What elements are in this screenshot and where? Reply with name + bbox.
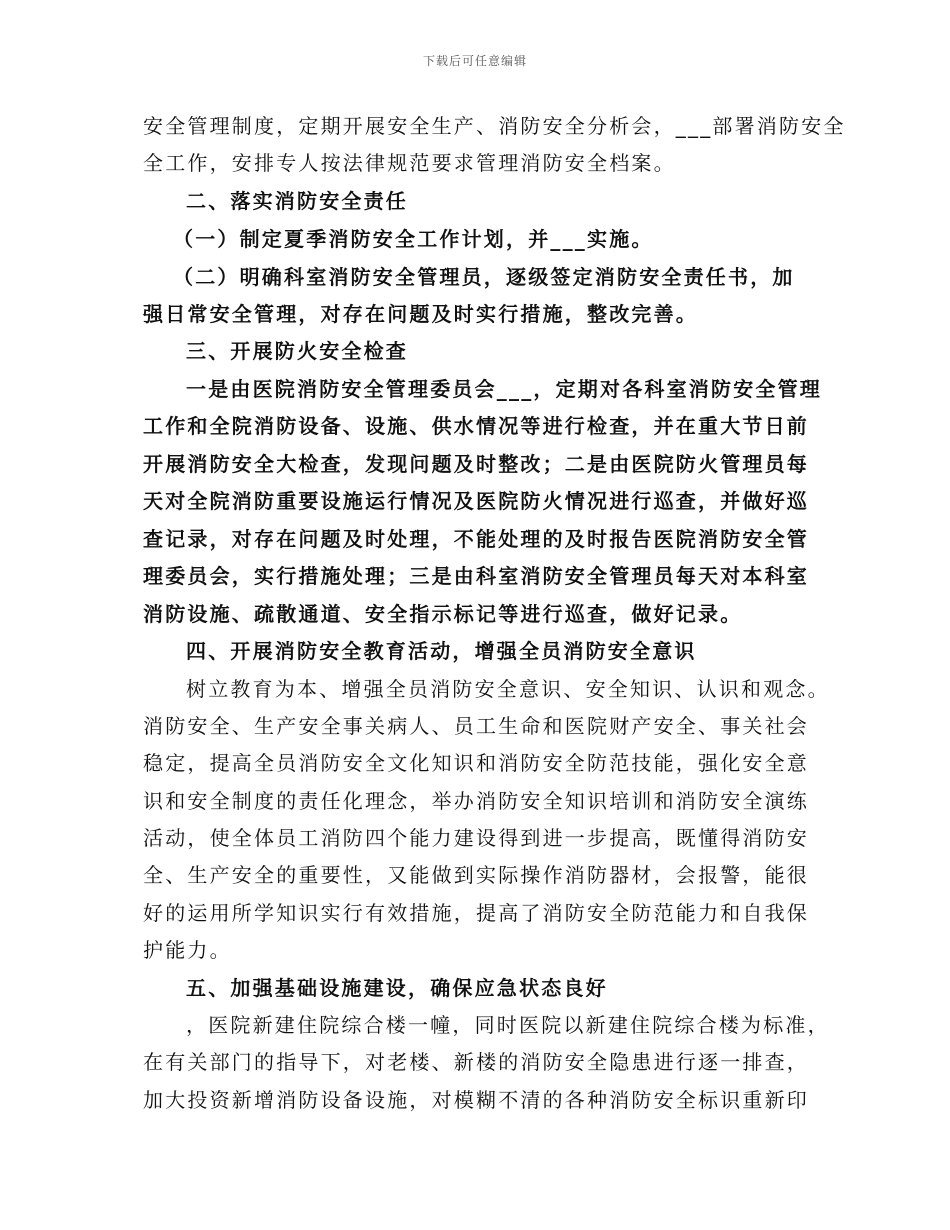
page-header: 下载后可任意编辑 xyxy=(422,54,527,68)
paragraph-line: 工作和全院消防设备、设施、供水情况等进行检查，并在重大节日前 xyxy=(143,414,809,438)
paragraph-line: 天对全院消防重要设施运行情况及医院防火情况进行巡查，并做好巡 xyxy=(143,489,809,513)
paragraph-line: 树立教育为本、增强全员消防安全意识、安全知识、认识和观念。 xyxy=(186,677,830,701)
paragraph-line: 一是由医院消防安全管理委员会___，定期对各科室消防安全管理 xyxy=(186,377,822,401)
paragraph-line: 理委员会，实行措施处理；三是由科室消防安全管理员每天对本科室 xyxy=(143,564,809,588)
paragraph-line: 好的运用所学知识实行有效措施，提高了消防安全防范能力和自我保 xyxy=(143,901,809,925)
section-heading: 二、落实消防安全责任 xyxy=(186,189,408,213)
paragraph-line: 稳定，提高全员消防安全文化知识和消防安全防范技能，强化安全意 xyxy=(143,751,809,775)
subsection-line: （一）制定夏季消防安全工作计划，并___实施。 xyxy=(173,227,654,251)
paragraph-line: 护能力。 xyxy=(143,938,232,962)
section-heading: 三、开展防火安全检查 xyxy=(186,339,408,363)
section-heading: 四、开展消防安全教育活动，增强全员消防安全意识 xyxy=(186,639,697,663)
paragraph-line: 在有关部门的指导下，对老楼、新楼的消防安全隐患进行逐一排查， xyxy=(143,1050,809,1074)
subsection-line: （二）明确科室消防安全管理员，逐级签定消防安全责任书，加 xyxy=(173,265,795,289)
section-heading: 五、加强基础设施建设，确保应急状态良好 xyxy=(186,976,608,1000)
paragraph-line: 安全管理制度，定期开展安全生产、消防安全分析会，___部署消防安全 xyxy=(143,114,846,138)
paragraph-line: 消防设施、疏散通道、安全指示标记等进行巡查，做好记录。 xyxy=(143,602,743,626)
paragraph-line: 识和安全制度的责任化理念，举办消防安全知识培训和消防安全演练 xyxy=(143,789,809,813)
paragraph-line: 开展消防安全大检查，发现问题及时整改；二是由医院防火管理员每 xyxy=(143,452,809,476)
paragraph-line: 消防安全、生产安全事关病人、员工生命和医院财产安全、事关社会 xyxy=(143,714,809,738)
paragraph-line: 全、生产安全的重要性，又能做到实际操作消防器材，会报警，能很 xyxy=(143,863,809,887)
paragraph-line: ，医院新建住院综合楼一幢，同时医院以新建住院综合楼为标准， xyxy=(186,1013,830,1037)
paragraph-line: 活动，使全体员工消防四个能力建设得到进一步提高，既懂得消防安 xyxy=(143,826,809,850)
paragraph-line: 强日常安全管理，对存在问题及时实行措施，整改完善。 xyxy=(143,302,698,326)
paragraph-line: 全工作，安排专人按法律规范要求管理消防安全档案。 xyxy=(143,151,676,175)
paragraph-line: 加大投资新增消防设备设施，对模糊不清的各种消防安全标识重新印 xyxy=(143,1088,809,1112)
paragraph-line: 查记录，对存在问题及时处理，不能处理的及时报告医院消防安全管 xyxy=(143,527,809,551)
